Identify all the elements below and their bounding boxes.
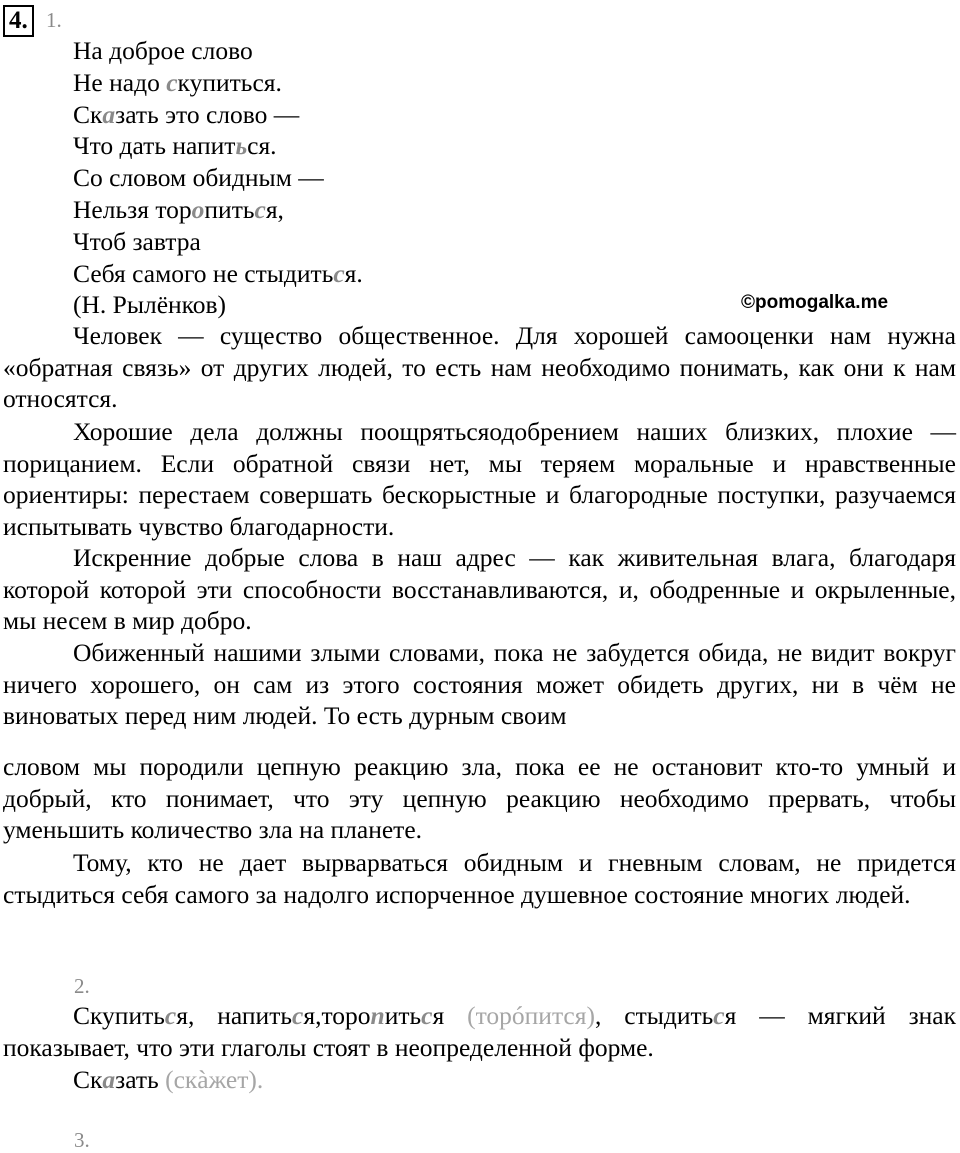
- word-napitsya: напиться: [217, 1001, 316, 1030]
- section-3-number: 3.: [74, 1128, 90, 1152]
- poem-line-2: Не надо скупиться.: [73, 67, 282, 97]
- paragraph-2: [3, 416, 956, 542]
- poem-line-6: Нельзя торопиться,: [73, 194, 284, 224]
- paragraph-3: [3, 542, 956, 637]
- paragraph-4: [3, 637, 956, 732]
- poem-line-5: Со словом обидным —: [73, 163, 324, 193]
- word-skupitsya: Скупиться: [73, 1001, 188, 1030]
- paragraph-6-text: Тому, кто не дает вырварваться обидным и гневным словам, не придется стыдиться себя самого за надолго испорченное душевное состояние многих людей.: [3, 848, 956, 909]
- paragraph-5: [3, 751, 956, 846]
- answer-2-line-2: [3, 1064, 956, 1096]
- check-skazat: (скàжет).: [165, 1065, 264, 1094]
- poem-line-4: Что дать напиться.: [73, 131, 277, 161]
- explanation-text: — мягкий знак показывает, что эти глаголы стоят в неопределенной форме.: [3, 1001, 957, 1062]
- word-stydits: стыдиться: [624, 1001, 737, 1030]
- paragraph-2-text: Хорошие дела должны поощрятьсяодобрением наших близких, плохие — порицанием. Если обратной связи нет, мы теряем моральные и нравственные ориентиры: перестаем совершать бескорыстные и благородные поступки, разучаемся испытывать чувство благодарности.: [3, 417, 956, 541]
- poem-line-7: Чтоб завтра: [73, 226, 201, 256]
- paragraph-6: [3, 847, 956, 910]
- paragraph-5-text: словом мы породили цепную реакцию зла, пока ее не остановит кто-то умный и добрый, кто понимает, что эту цепную реакцию необходимо прервать, чтобы уменьшить количество зла на планете.: [3, 752, 956, 844]
- poem-author: (Н. Рылёнков): [73, 290, 227, 320]
- poem-line-1: На доброе слово: [73, 36, 253, 65]
- word-skazat: Сказать: [73, 1065, 159, 1094]
- paragraph-1-text: Человек — существо общественное. Для хорошей самооценки нам нужна «обратная связь» от других людей, то есть нам необходимо понимать, как они к нам относятся.: [3, 321, 956, 413]
- section-2-number: 2.: [74, 974, 90, 998]
- check-toropitsya: (торóпится): [467, 1001, 595, 1030]
- section-1-number: 1.: [46, 8, 62, 32]
- paragraph-4-text: Обиженный нашими злыми словами, пока не забудется обида, не видит вокруг ничего хорошего, он сам из этого состояния может обидеть других, ни в чём не виноватых перед ним людей. То есть дурным своим: [3, 638, 956, 730]
- paragraph-3-text: Искренние добрые слова в наш адрес — как живительная влага, благодаря которой которой эти способности восстанавливаются, и, ободренные и окрыленные, мы несем в мир добро.: [3, 543, 956, 635]
- word-toropitsya: торопиться: [321, 1001, 445, 1030]
- paragraph-1: [3, 320, 956, 415]
- task-number: 4.: [3, 5, 34, 37]
- answer-2-line-1: Скупиться, напиться,торопиться (торóпится), стыдиться — мягкий знак показывает, что эти глаголы стоят в неопределенной форме.: [3, 1001, 957, 1062]
- poem-line-8: Себя самого не стыдиться.: [73, 258, 363, 288]
- watermark: ©pomogalka.me: [741, 292, 889, 313]
- poem: [73, 35, 363, 321]
- poem-line-3: Сказать это слово —: [73, 99, 300, 129]
